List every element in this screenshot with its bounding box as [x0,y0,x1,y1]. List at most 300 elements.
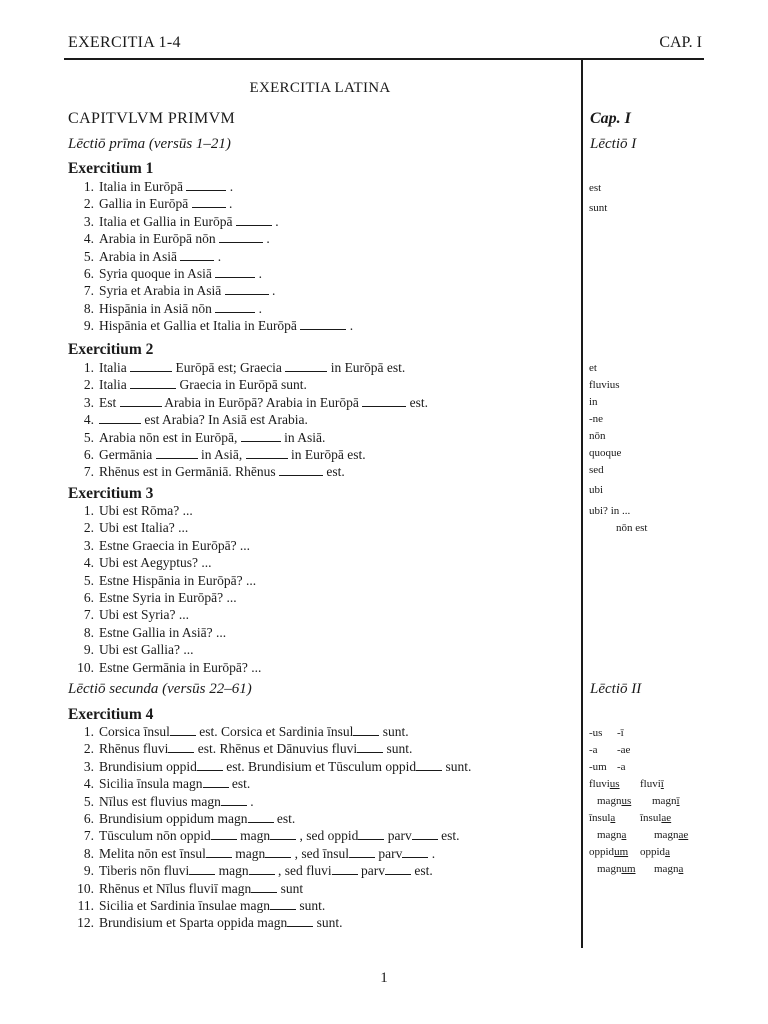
item-text-segment: in Eurōpā est. [287,446,366,462]
fill-in-blank[interactable] [300,320,346,330]
item-number: 7. [83,464,94,480]
sidebar-vocab-word: sunt [589,202,608,214]
item-text [99,723,409,740]
fill-in-blank[interactable] [412,830,438,840]
item-text [99,624,226,641]
item-text-segment: Hispānia in Asiā nōn [99,300,216,316]
exercitium-4-heading: Exercitium 4 [68,706,154,723]
item-text-segment: sunt. [442,758,472,774]
item-text-segment: . [255,265,262,281]
exercise-item [68,589,261,606]
item-text [99,429,325,446]
item-number: 10. [77,659,94,675]
example-singular [597,863,636,876]
exercise-item [68,359,428,376]
item-number: 4. [83,231,94,247]
item-text [99,300,262,317]
exercise-item [68,213,353,230]
exercise-item [68,862,471,879]
item-number: 7. [83,283,94,299]
item-text [99,265,262,282]
fill-in-blank[interactable] [349,848,375,858]
fill-in-blank[interactable] [270,830,296,840]
example-ending: ī [660,778,664,790]
item-text [99,537,250,554]
fill-in-blank[interactable] [99,414,141,424]
item-text [99,394,428,411]
item-number: 12. [77,915,94,931]
fill-in-blank[interactable] [225,285,269,295]
page-title: EXERCITIA LATINA [249,80,391,96]
exercitium-3-heading: Exercitium 3 [68,485,154,502]
column-divider [581,60,583,948]
example-stem: magn [654,829,679,841]
item-text-segment: sunt. [295,897,326,913]
fill-in-blank[interactable] [385,865,411,875]
fill-in-blank[interactable] [241,432,281,442]
exercise-item [68,300,353,317]
example-singular [589,812,615,825]
item-text-segment: Arabia nōn est in Eurōpā, [99,429,241,445]
item-text-segment: in Asiā. [280,429,326,445]
item-text-segment: Ubi est Rōma? ... [99,503,193,518]
item-text [99,282,275,299]
exercise-item [68,248,353,265]
example-stem: īnsul [640,812,662,824]
example-plural [654,829,688,842]
item-number: 8. [83,624,94,640]
item-text-segment: Rhēnus fluvi [99,741,169,757]
item-text-segment: Estne Hispānia in Eurōpā? ... [99,572,257,588]
item-text [99,230,270,247]
item-text-segment: est. [228,776,251,792]
item-number: 2. [83,520,94,536]
sidebar-vocab-word: nōn [589,430,606,442]
item-text-segment: Nīlus est fluvius magn [99,793,221,809]
item-text-segment: Melita nōn est īnsul [99,845,206,861]
sidebar-lectio-2: Lēctiō II [590,681,642,697]
item-number: 6. [83,446,94,462]
item-text-segment: Eurōpā est; Graecia [172,360,286,375]
ending-singular: -um [589,761,607,773]
fill-in-blank[interactable] [180,251,214,261]
item-text-segment: Ubi est Italia? ... [99,520,189,536]
example-stem: magn [652,795,677,807]
item-text-segment: Germānia [99,446,156,462]
item-text-segment: . [346,318,354,334]
exercitium-1-heading: Exercitium 1 [68,160,154,177]
fill-in-blank[interactable] [249,865,275,875]
running-header-title: EXERCITIA 1-4 [68,34,181,51]
item-text [99,914,343,931]
page-number: 1 [380,970,388,986]
item-text [99,178,233,195]
exercise-item [68,845,471,862]
example-stem: īnsul [589,812,611,824]
item-text-segment: est. [322,464,345,480]
item-number: 2. [83,196,94,212]
item-number: 1. [83,179,94,194]
item-text-segment: Tiberis nōn fluvi [99,863,190,879]
item-number: 7. [83,828,94,844]
item-text-segment: Est [99,394,120,410]
sidebar-vocab-word: -ne [589,413,604,425]
item-number: 4. [83,412,94,428]
fill-in-blank[interactable] [353,726,379,736]
item-text-segment: magn [231,845,266,861]
exercitium-2-list [68,359,428,481]
sidebar-vocab-word: in [589,396,598,408]
example-singular [597,795,631,808]
exercise-item [68,195,353,212]
sidebar-vocab-word: ubi [589,484,604,496]
exercise-item [68,880,471,897]
exercise-item [68,554,261,571]
exercise-item [68,758,471,775]
item-text-segment: . [271,213,279,229]
example-singular [597,829,626,842]
item-text-segment: Italia et Gallia in Eurōpā [99,213,236,229]
item-number: 7. [83,607,94,623]
item-text-segment: Brundisium et Sparta oppida magn [99,915,288,931]
item-number: 6. [83,589,94,605]
item-text-segment: , sed oppid [296,828,359,844]
fill-in-blank[interactable] [265,848,291,858]
fill-in-blank[interactable] [270,900,296,910]
item-number: 1. [83,724,94,739]
example-ending: a [678,863,684,875]
item-text-segment: Brundisium oppid [99,758,197,774]
item-number: 8. [83,845,94,861]
fill-in-blank[interactable] [197,761,223,771]
fill-in-blank[interactable] [248,813,274,823]
example-ending: ae [678,829,689,841]
item-text [99,775,250,792]
example-ending: ī [676,795,680,807]
item-text-segment: parv [357,863,386,879]
example-stem: magn [597,863,622,875]
item-text [99,359,405,376]
exercise-item [68,606,261,623]
fill-in-blank[interactable] [287,917,313,927]
fill-in-blank[interactable] [251,883,277,893]
item-text-segment: Arabia in Eurōpā? Arabia in Eurōpā [161,394,363,410]
item-text-segment: Corsica īnsul [99,724,170,739]
example-singular [589,846,628,859]
item-text [99,572,256,589]
item-text-segment: . [214,248,222,264]
example-stem: fluvi [640,778,661,790]
sidebar-vocab-word: est [589,182,602,194]
exercise-item [68,723,471,740]
fill-in-blank[interactable] [170,726,196,736]
exercise-item [68,463,428,480]
exercise-item [68,659,261,676]
example-plural [640,812,671,825]
item-text-segment: Estne Gallia in Asiā? ... [99,624,227,640]
ending-singular: -us [589,727,603,739]
exercise-item [68,827,471,844]
item-text-segment: . [255,300,262,316]
exercise-item [68,502,261,519]
item-text-segment: Sicilia et Sardinia īnsulae magn [99,897,270,913]
example-plural [652,795,680,808]
exercise-item [68,775,471,792]
item-text [99,411,308,428]
item-text [99,740,412,757]
exercise-item [68,572,261,589]
item-text-segment: in Eurōpā est. [327,360,406,375]
exercitium-4-list [68,723,471,932]
item-text-segment: . [246,793,254,809]
item-text-segment: Arabia in Asiā [99,248,181,264]
example-ending: us [609,778,620,790]
sidebar-chapter-label: Cap. I [590,110,631,127]
item-text-segment: est. [411,863,433,879]
item-text-segment: est Arabia? In Asiā est Arabia. [141,412,308,428]
fill-in-blank[interactable] [120,397,162,407]
item-number: 3. [83,213,94,229]
item-text-segment: est. [406,394,428,410]
exercise-item [68,394,428,411]
item-text-segment: est. [437,828,460,844]
item-number: 3. [83,758,94,774]
example-ending: ae [661,812,672,824]
exercise-item [68,537,261,554]
item-text [99,589,237,606]
exercise-item [68,810,471,827]
exercitium-1-list [68,178,353,335]
example-stem: oppid [589,846,615,858]
example-stem: magn [597,829,622,841]
item-text-segment: Rhēnus est in Germāniā. Rhēnus [99,464,279,480]
item-text [99,446,366,463]
exercise-item [68,429,428,446]
exercitium-2-heading: Exercitium 2 [68,341,154,358]
item-text-segment: est. Corsica et Sardinia īnsul [195,724,354,739]
item-text-segment: . [262,231,270,247]
item-number: 9. [83,863,94,879]
exercise-item [68,641,261,658]
exercise-item [68,446,428,463]
fill-in-blank[interactable] [215,268,255,278]
item-text-segment: parv [375,845,403,861]
example-ending: a [610,812,616,824]
item-text [99,213,279,230]
fill-in-blank[interactable] [285,362,327,372]
item-number: 4. [83,555,94,571]
item-text [99,827,460,844]
item-text [99,606,189,623]
item-number: 2. [83,377,94,393]
item-text-segment: Ubi est Gallia? ... [99,642,194,658]
item-text-segment: Syria et Arabia in Asiā [99,283,225,299]
item-text-segment: Hispānia et Gallia et Italia in Eurōpā [99,318,301,334]
sidebar-vocab-word: fluvius [589,379,620,391]
exercise-item [68,265,353,282]
item-text [99,519,188,536]
item-text-segment: . [268,283,276,299]
ending-plural: -a [617,761,626,773]
example-stem: fluvi [589,778,610,790]
fill-in-blank[interactable] [362,397,406,407]
ending-plural: -ī [617,727,624,739]
item-number: 1. [83,503,94,518]
fill-in-blank[interactable] [130,379,176,389]
item-number: 9. [83,318,94,334]
sidebar-vocab-word: et [589,362,597,374]
item-text-segment: , sed fluvi [274,863,332,879]
exercitium-3-list [68,502,261,676]
item-text [99,641,193,658]
sidebar-vocab-word: sed [589,464,604,476]
example-ending: a [621,829,627,841]
lectio-prima-heading: Lēctiō prīma (versūs 1–21) [68,136,231,152]
running-header-chapter: CAP. I [659,34,702,51]
fill-in-blank[interactable] [168,743,194,753]
example-plural [640,846,670,859]
fill-in-blank[interactable] [206,848,232,858]
exercise-item [68,914,471,931]
item-number: 11. [77,897,94,913]
example-singular [589,778,620,791]
item-text-segment: Italia [99,377,131,393]
item-number: 6. [83,265,94,281]
item-text-segment: Estne Graecia in Eurōpā? ... [99,537,251,553]
example-plural [640,778,664,791]
item-text [99,862,433,879]
item-text [99,880,303,897]
item-number: 4. [83,776,94,792]
example-ending: um [614,846,629,858]
item-text-segment: in Asiā, [197,446,246,462]
item-text-segment: Italia in Eurōpā [99,179,187,194]
item-text-segment: . [225,196,233,212]
exercise-item [68,519,261,536]
item-text [99,502,193,519]
item-text-segment: Ubi est Syria? ... [99,607,189,623]
exercise-item [68,376,428,393]
item-text-segment: . [428,845,436,861]
example-stem: oppid [640,846,666,858]
item-text-segment: Estne Syria in Eurōpā? ... [99,589,237,605]
sidebar-ubi-answer: nōn est [616,522,648,534]
ending-singular: -a [589,744,598,756]
example-ending: a [665,846,670,858]
example-plural [654,863,683,876]
item-text-segment: . [226,179,234,194]
fill-in-blank[interactable] [402,848,428,858]
item-text-segment: Gallia in Eurōpā [99,196,192,212]
item-text [99,758,471,775]
item-text [99,317,353,334]
exercise-item [68,178,353,195]
item-number: 5. [83,572,94,588]
item-text [99,659,261,676]
fill-in-blank[interactable] [211,830,237,840]
fill-in-blank[interactable] [192,198,226,208]
item-number: 2. [83,741,94,757]
item-text [99,845,435,862]
item-text-segment: Syria quoque in Asiā [99,265,216,281]
fill-in-blank[interactable] [358,830,384,840]
item-text [99,376,307,393]
exercise-item [68,793,471,810]
header-rule [64,58,704,60]
fill-in-blank[interactable] [236,216,272,226]
item-text-segment: est. Brundisium et Tūsculum oppid [222,758,417,774]
exercise-item [68,624,261,641]
fill-in-blank[interactable] [130,362,172,372]
item-number: 3. [83,394,94,410]
item-text [99,463,345,480]
fill-in-blank[interactable] [156,449,198,459]
example-ending: us [621,795,632,807]
fill-in-blank[interactable] [189,865,215,875]
item-text-segment: Italia [99,360,131,375]
item-text [99,554,212,571]
item-text-segment: sunt. [313,915,343,931]
item-text-segment: sunt [277,880,304,896]
item-number: 9. [83,642,94,658]
fill-in-blank[interactable] [416,761,442,771]
item-text-segment: Ubi est Aegyptus? ... [99,555,212,571]
item-text [99,195,232,212]
fill-in-blank[interactable] [186,181,226,191]
item-text-segment: Arabia in Eurōpā nōn [99,231,219,247]
sidebar-lectio-1: Lēctiō I [590,136,637,152]
item-number: 5. [83,248,94,264]
sidebar-vocab-word: quoque [589,447,622,459]
exercise-item [68,411,428,428]
item-text-segment: Sicilia īnsula magn [99,776,203,792]
item-text-segment: Graecia in Eurōpā sunt. [176,377,307,393]
exercise-item [68,740,471,757]
exercise-item [68,897,471,914]
item-text-segment: Brundisium oppidum magn [99,810,248,826]
item-number: 1. [83,360,94,375]
item-text-segment: Rhēnus et Nīlus fluviī magn [99,880,252,896]
item-number: 8. [83,300,94,316]
exercise-item [68,282,353,299]
fill-in-blank[interactable] [215,303,255,313]
item-text-segment: magn [215,863,249,879]
fill-in-blank[interactable] [219,233,263,243]
item-text [99,897,325,914]
example-stem: magn [654,863,679,875]
fill-in-blank[interactable] [203,778,229,788]
chapter-title: CAPITVLVM PRIMVM [68,110,236,127]
item-text-segment: magn [236,828,271,844]
item-text [99,810,295,827]
item-text [99,793,254,810]
lectio-secunda-heading: Lēctiō secunda (versūs 22–61) [68,681,252,697]
fill-in-blank[interactable] [332,865,358,875]
item-text-segment: sunt. [383,741,413,757]
example-stem: magn [597,795,622,807]
fill-in-blank[interactable] [279,466,323,476]
item-number: 6. [83,810,94,826]
item-number: 5. [83,429,94,445]
item-text-segment: Tūsculum nōn oppid [99,828,211,844]
exercise-item [68,317,353,334]
item-number: 3. [83,537,94,553]
fill-in-blank[interactable] [357,743,383,753]
item-text-segment: Estne Germānia in Eurōpā? ... [99,659,262,675]
fill-in-blank[interactable] [246,449,288,459]
ending-plural: -ae [617,744,631,756]
fill-in-blank[interactable] [221,796,247,806]
